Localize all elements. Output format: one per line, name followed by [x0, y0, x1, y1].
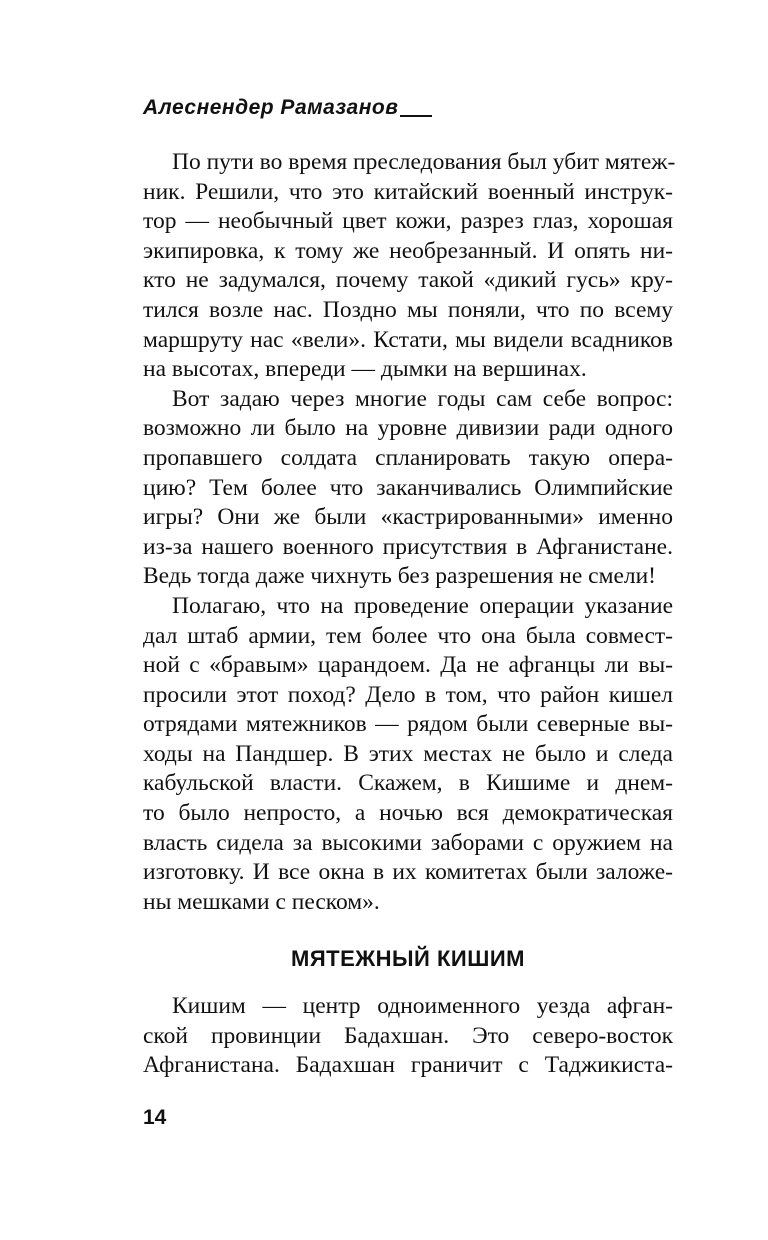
body-text-block-2: [143, 992, 673, 1081]
text-line: кто не задумался, почему такой «дикий гусь» кру-: [143, 267, 673, 294]
section-heading: МЯТЕЖНЫЙ КИШИМ: [291, 946, 525, 971]
text-line: Ведь тогда даже чихнуть без разрешения не смели!: [143, 563, 657, 590]
text-line: пропавшего солдата спланировать такую опера-: [143, 444, 673, 471]
text-line: на высотах, впереди — дымки на вершинах.: [143, 356, 587, 383]
header-rule: [400, 115, 432, 117]
text-line: ник. Решили, что это китайский военный инструк-: [143, 178, 673, 205]
body-text-block-1: [143, 148, 676, 917]
text-line: Полагаю, что на проведение операции указание: [172, 592, 673, 619]
text-line: изготовку. И все окна в их комитетах были заложе-: [143, 859, 673, 886]
text-line: Вот задаю через многие годы сам себе вопрос:: [172, 385, 673, 412]
text-line: экипировка, к тому же необрезанный. И опять ни-: [143, 237, 673, 264]
text-line: По пути во время преследования был убит мятеж-: [172, 149, 676, 175]
text-line: ны мешками с песком».: [143, 888, 380, 915]
text-line: тор — необычный цвет кожи, разрез глаз, хорошая: [143, 208, 673, 235]
text-line: игры? Они же были «кастрированными» именно: [143, 504, 673, 531]
text-line: возможно ли было на уровне дивизии ради одного: [143, 415, 673, 442]
text-line: ской провинции Бадахшан. Это северо-восток: [143, 1022, 673, 1049]
text-line: ной с «бравым» царандоем. Да не афганцы ли вы-: [143, 652, 673, 679]
text-line: тился возле нас. Поздно мы поняли, что по всему: [143, 296, 673, 323]
text-line: Афганистана. Бадахшан граничит с Таджикиста-: [143, 1052, 673, 1079]
text-line: просили этот поход? Дело в том, что район кишел: [143, 681, 673, 708]
text-line: отрядами мятежников — рядом были северные вы-: [143, 711, 673, 738]
text-line: то было непросто, а ночью вся демократическая: [143, 800, 673, 827]
text-line: дал штаб армии, тем более что она была совмест-: [143, 622, 673, 649]
page-number: 14: [143, 1106, 167, 1129]
text-line: цию? Тем более что заканчивались Олимпийские: [143, 474, 673, 501]
text-line: из-за нашего военного присутствия в Афганистане.: [143, 533, 673, 560]
text-line: кабульской власти. Скажем, в Кишиме и днем-: [143, 770, 673, 797]
text-line: Кишим — центр одноименного уезда афган-: [172, 993, 673, 1019]
running-head: [143, 96, 432, 120]
text-line: власть сидела за высокими заборами с оружием на: [143, 829, 673, 856]
author-name: Алеснендер Рамазанов: [143, 96, 399, 119]
text-line: ходы на Пандшер. В этих местах не было и следа: [143, 740, 673, 767]
text-line: маршруту нас «вели». Кстати, мы видели всадников: [143, 326, 673, 353]
